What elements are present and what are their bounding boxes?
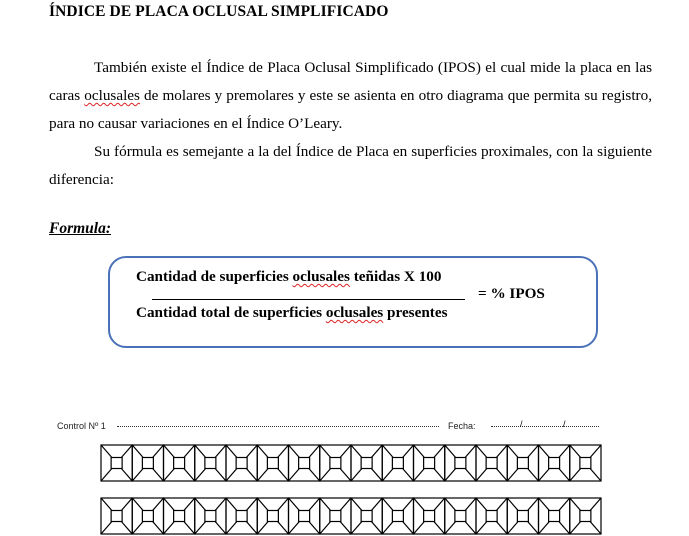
- occlusal-surface: [517, 458, 528, 469]
- occlusal-surface: [299, 511, 310, 522]
- occlusal-surface: [517, 511, 528, 522]
- tooth-cell: [414, 445, 445, 481]
- tooth-cell: [414, 498, 445, 534]
- tooth-cell: [382, 498, 413, 534]
- tooth-cell: [570, 445, 601, 481]
- tooth-cell: [226, 498, 257, 534]
- tooth-cell: [570, 498, 601, 534]
- occlusal-surface: [174, 458, 185, 469]
- tooth-cell: [320, 445, 351, 481]
- occlusal-surface: [174, 511, 185, 522]
- numerator-text: Cantidad de superficies: [136, 268, 293, 285]
- occlusal-surface: [549, 511, 560, 522]
- tooth-cell: [101, 445, 132, 481]
- tooth-cell: [132, 498, 163, 534]
- tooth-cell: [351, 445, 382, 481]
- tooth-cell: [507, 498, 538, 534]
- occlusal-surface: [267, 511, 278, 522]
- formula-result: = % IPOS: [478, 285, 545, 302]
- tooth-cell: [476, 498, 507, 534]
- tooth-cell: [257, 445, 288, 481]
- spell-marked-word: oclusales: [292, 268, 350, 285]
- occlusal-surface: [205, 511, 216, 522]
- tooth-cell: [195, 498, 226, 534]
- teeth-row: [101, 445, 601, 481]
- occlusal-surface: [424, 511, 435, 522]
- numerator-text: teñidas X 100: [349, 268, 442, 285]
- tooth-cell: [507, 445, 538, 481]
- tooth-cell: [351, 498, 382, 534]
- formula-heading: Formula:: [49, 220, 112, 237]
- teeth-diagram: [100, 444, 602, 536]
- occlusal-surface: [142, 511, 153, 522]
- occlusal-surface: [205, 458, 216, 469]
- occlusal-surface: [580, 511, 591, 522]
- teeth-row: [101, 498, 601, 534]
- occlusal-surface: [549, 458, 560, 469]
- tooth-cell: [132, 445, 163, 481]
- date-separator: /: [520, 419, 523, 429]
- paragraph-text: de molares y premolares y este se asienta en otro diagrama que permita su registro, para no causar variaciones en el Índice O’Leary.: [49, 87, 652, 132]
- occlusal-surface: [330, 511, 341, 522]
- tooth-cell: [445, 498, 476, 534]
- denominator-text: Cantidad total de superficies: [136, 304, 326, 321]
- tooth-cell: [101, 498, 132, 534]
- formula-box: [108, 256, 598, 348]
- tooth-cell: [195, 445, 226, 481]
- paragraph-text: Su fórmula es semejante a la del Índice de Placa en superficies proximales, con la siguiente diferencia:: [49, 143, 652, 188]
- tooth-cell: [226, 445, 257, 481]
- fraction-line: [152, 299, 465, 300]
- occlusal-surface: [580, 458, 591, 469]
- occlusal-surface: [111, 511, 122, 522]
- paragraph-formula-intro: [49, 138, 652, 194]
- occlusal-surface: [392, 458, 403, 469]
- date-line: [491, 426, 599, 427]
- formula-numerator: [136, 268, 441, 286]
- occlusal-surface: [299, 458, 310, 469]
- occlusal-surface: [361, 511, 372, 522]
- tooth-cell: [382, 445, 413, 481]
- tooth-cell: [164, 445, 195, 481]
- tooth-cell: [320, 498, 351, 534]
- occlusal-surface: [330, 458, 341, 469]
- tooth-cell: [445, 445, 476, 481]
- control-number-line: [117, 426, 439, 427]
- occlusal-surface: [111, 458, 122, 469]
- control-number-label: Control Nº 1: [57, 421, 106, 431]
- occlusal-surface: [392, 511, 403, 522]
- occlusal-surface: [486, 458, 497, 469]
- occlusal-surface: [455, 458, 466, 469]
- tooth-cell: [289, 445, 320, 481]
- tooth-cell: [476, 445, 507, 481]
- occlusal-surface: [486, 511, 497, 522]
- tooth-cell: [539, 445, 570, 481]
- occlusal-surface: [142, 458, 153, 469]
- occlusal-surface: [424, 458, 435, 469]
- tooth-cell: [539, 498, 570, 534]
- formula-denominator: [136, 304, 448, 322]
- denominator-text: presentes: [383, 304, 448, 321]
- occlusal-surface: [236, 458, 247, 469]
- tooth-cell: [257, 498, 288, 534]
- spell-marked-word: oclusales: [325, 304, 384, 321]
- date-separator: /: [563, 419, 566, 429]
- paragraph-text: También existe el Índice de Placa Oclusal Simplificado (IPOS) el cual mide la placa en las caras: [49, 59, 652, 104]
- occlusal-surface: [361, 458, 372, 469]
- occlusal-surface: [236, 511, 247, 522]
- page-title: ÍNDICE DE PLACA OCLUSAL SIMPLIFICADO: [49, 3, 389, 20]
- occlusal-surface: [267, 458, 278, 469]
- paragraph-ipos: [49, 54, 652, 138]
- spell-marked-word: oclusales: [84, 87, 140, 104]
- tooth-cell: [164, 498, 195, 534]
- tooth-cell: [289, 498, 320, 534]
- occlusal-surface: [455, 511, 466, 522]
- date-label: Fecha:: [448, 421, 476, 431]
